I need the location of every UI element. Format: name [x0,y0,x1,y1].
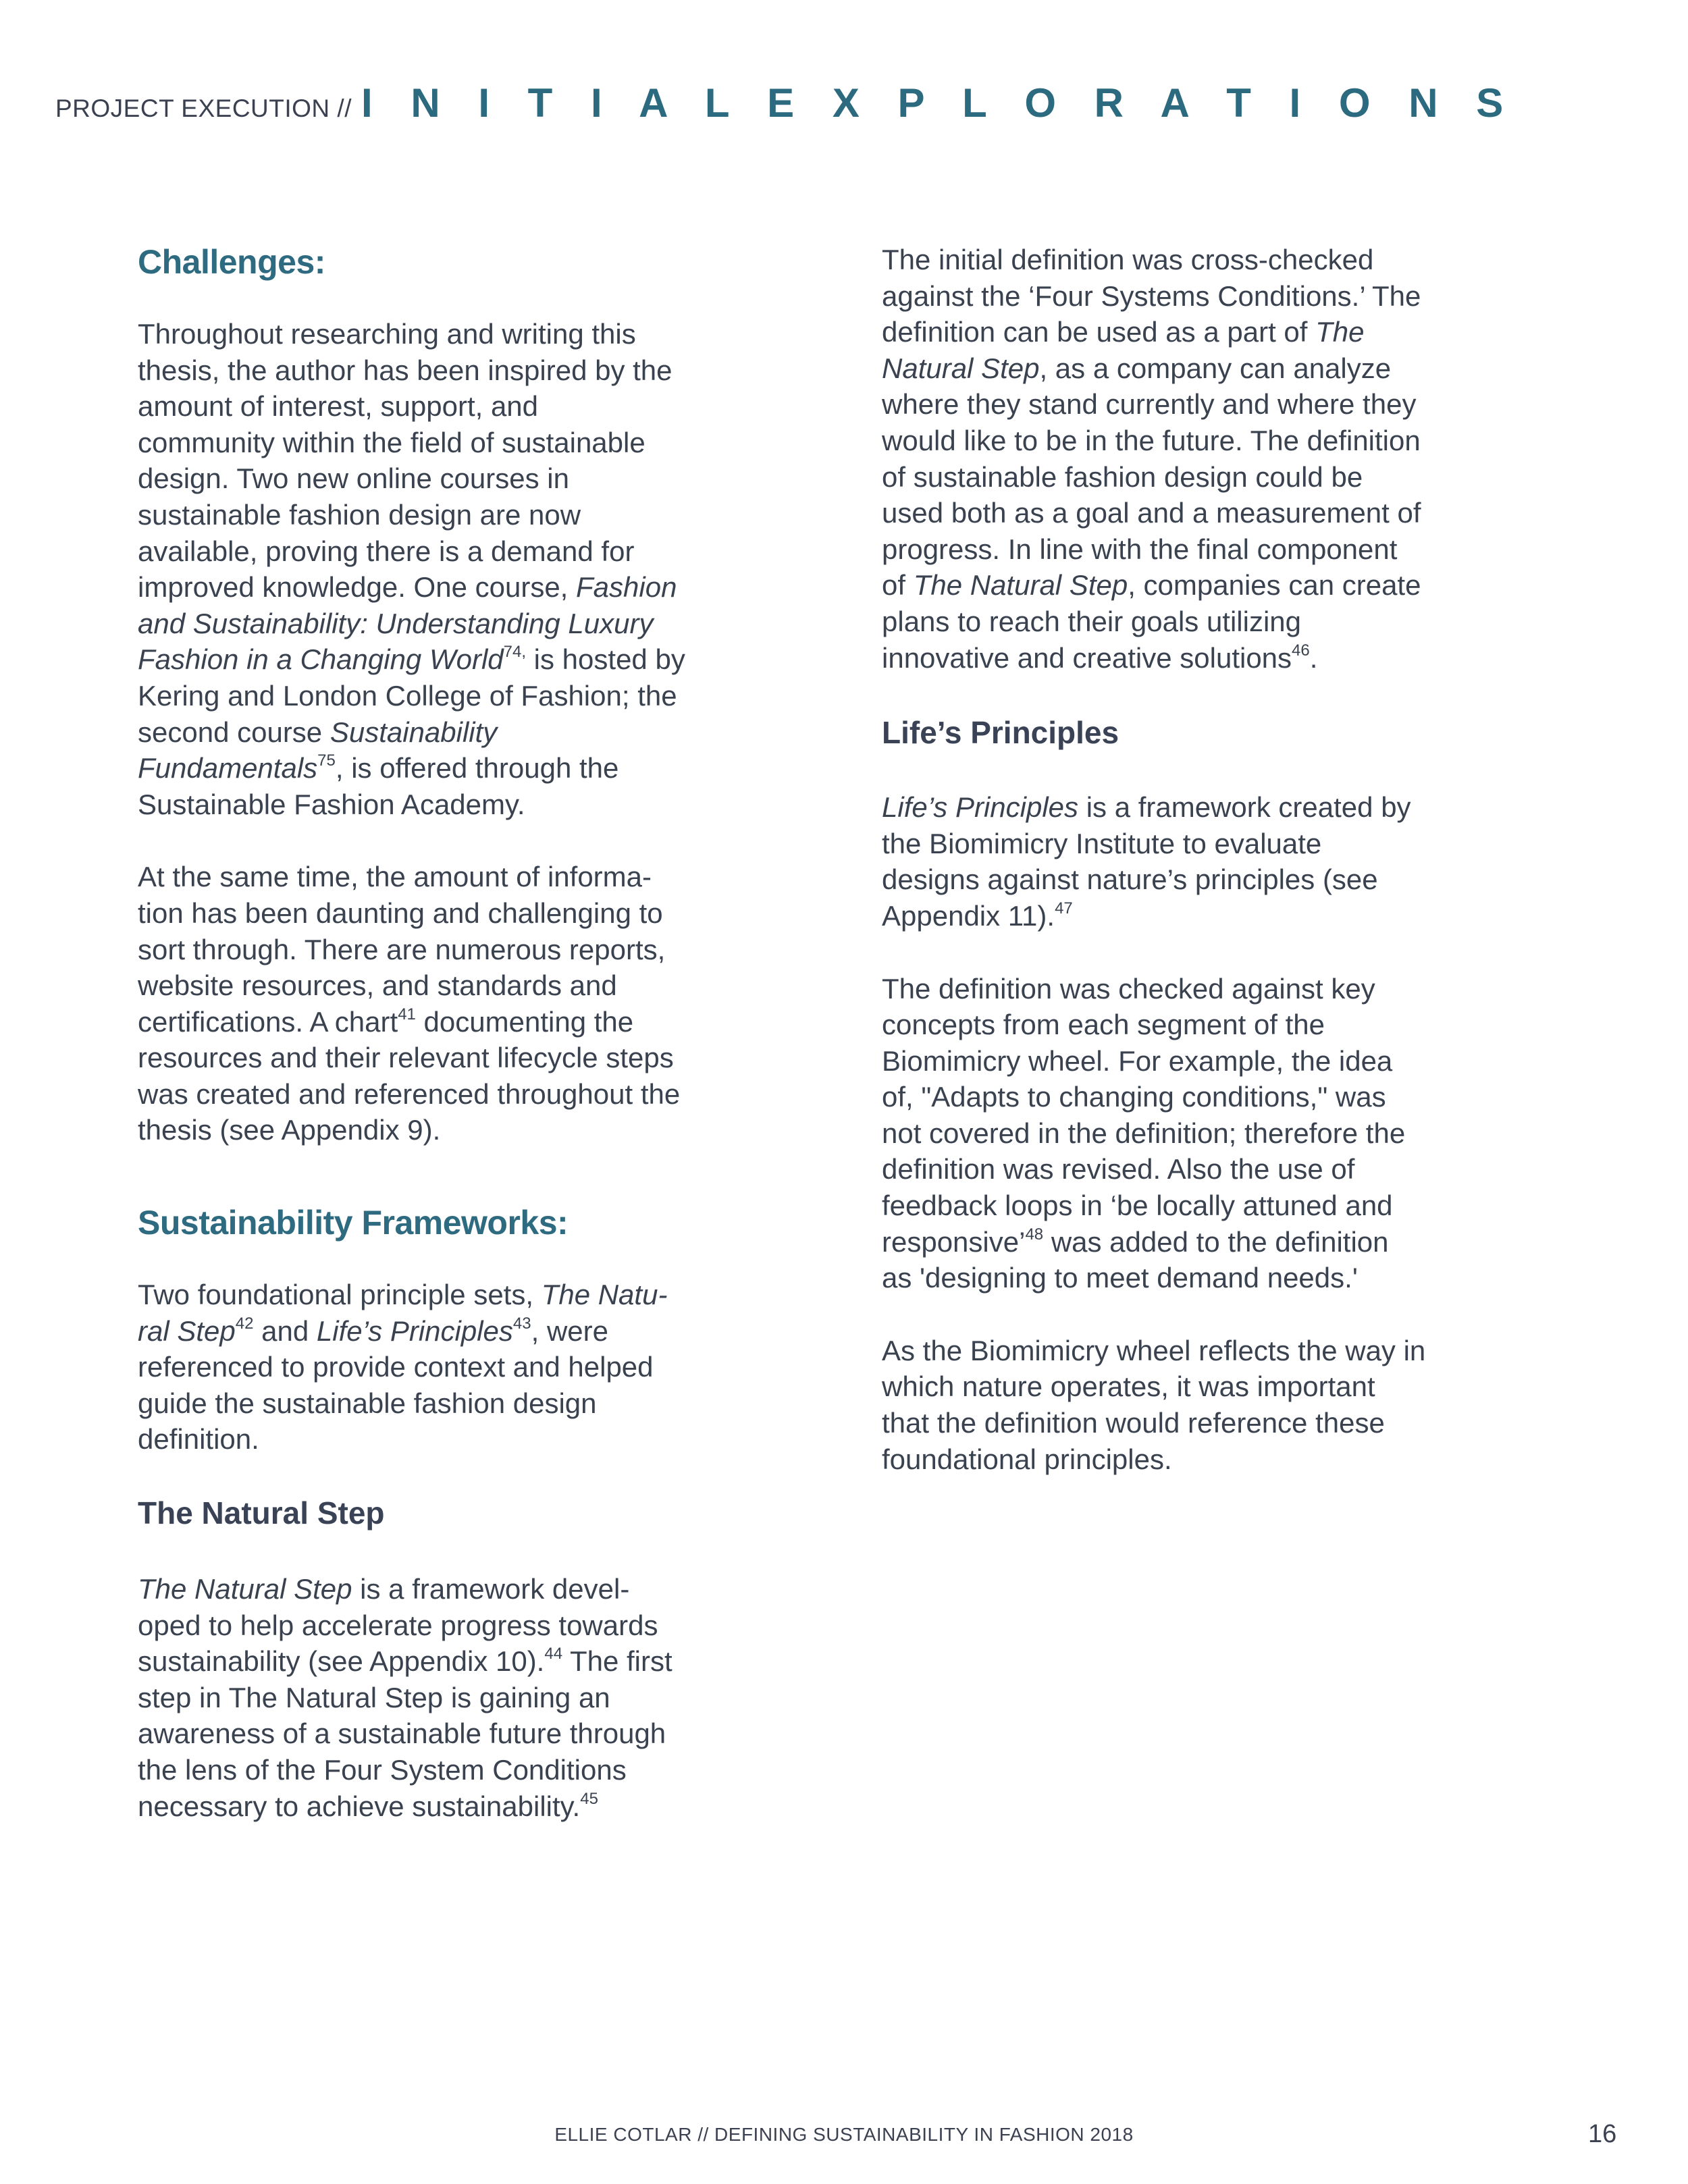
challenges-heading: Challenges: [138,243,325,281]
section-label: PROJECT EXECUTION // [55,95,352,122]
frameworks-paragraph: Two foundational principle sets, The Natu- ral Step$^{42}$ and Life’s Principles$^{43}$, were referenced to provide context and helped guide the sustainable fashion design definition. [138,1279,668,1456]
left-column [138,242,759,1824]
frameworks-heading: Sustainability Frameworks: [138,1204,569,1242]
page-footer: ELLIE COTLAR // DEFINING SUSTAINABILITY IN FASHION 2018 [554,2124,1134,2145]
right-column [882,242,1503,1477]
lifes-principles-heading: Life’s Principles [882,715,1119,751]
biomimicry-paragraph: The definition was checked against key concepts from each segment of the Biomimicry wheel. For example, the idea of, "Adapts to changing conditions," was not covered in the definition; therefore the definition was revised. Also the use of feedback loops in ‘be locally attuned and responsive’$^{48}$ was added to the definition as 'designing to meet demand needs.' [882,972,1406,1294]
challenges-paragraph-2: At the same time, the amount of informa- tion has been daunting and challenging to sort through. There are numerous reports, website resources, and standards and certifications. A chart$^{41}$ documenting the resources and their relevant lifecycle steps was created and referenced throughout the thesis (see Appendix 9). [138,861,681,1146]
page-number: 16 [1588,2120,1617,2148]
natural-step-paragraph: The Natural Step is a framework devel- oped to help accelerate progress towards sustainability (see Appendix 10).$^{44}$ The first step in The Natural Step is gaining an awareness of a sustainable future through the lens of the Four System Conditions necessary to achieve sustainability.$^{45}$ [138,1573,672,1822]
page-title: I N I T I A L E X P L O R A T I O N S [361,80,1517,126]
lifes-principles-paragraph: Life’s Principles is a framework created by the Biomimicry Institute to evaluate designs against nature’s principles (see Appendix 11).$^{47}$ [882,791,1411,932]
challenges-paragraph-1: Throughout researching and writing this thesis, the author has been inspired by the amount of interest, support, and community within the field of sustainable design. Two new online courses in sustainable fashion design are now available, proving there is a demand for improved knowledge. One course, Fashion and Sustainability: Understanding Luxury Fashion in a Changing World$^{74,}$ is hosted by Kering and London College of Fashion; the second course Sustainability Fundamentals$^{75}$, is offered through the Sustainable Fashion Academy. [138,318,685,820]
page-header [55,80,1516,126]
wheel-paragraph: As the Biomimicry wheel reflects the way in which nature operates, it was important that the definition would reference these foundational principles. [882,1334,1426,1475]
natural-step-heading: The Natural Step [138,1495,385,1531]
natural-step-continued-paragraph: The initial definition was cross-checked against the ‘Four Systems Conditions.’ The definition can be used as a part of The Natural Step, as a company can analyze where they stand currently and where they would like to be in the future. The definition of sustainable fashion design could be used both as a goal and a measurement of progress. In line with the final component of The Natural Step, companies can create plans to reach their goals utilizing innovative and creative solutions$^{46}$. [882,244,1421,674]
